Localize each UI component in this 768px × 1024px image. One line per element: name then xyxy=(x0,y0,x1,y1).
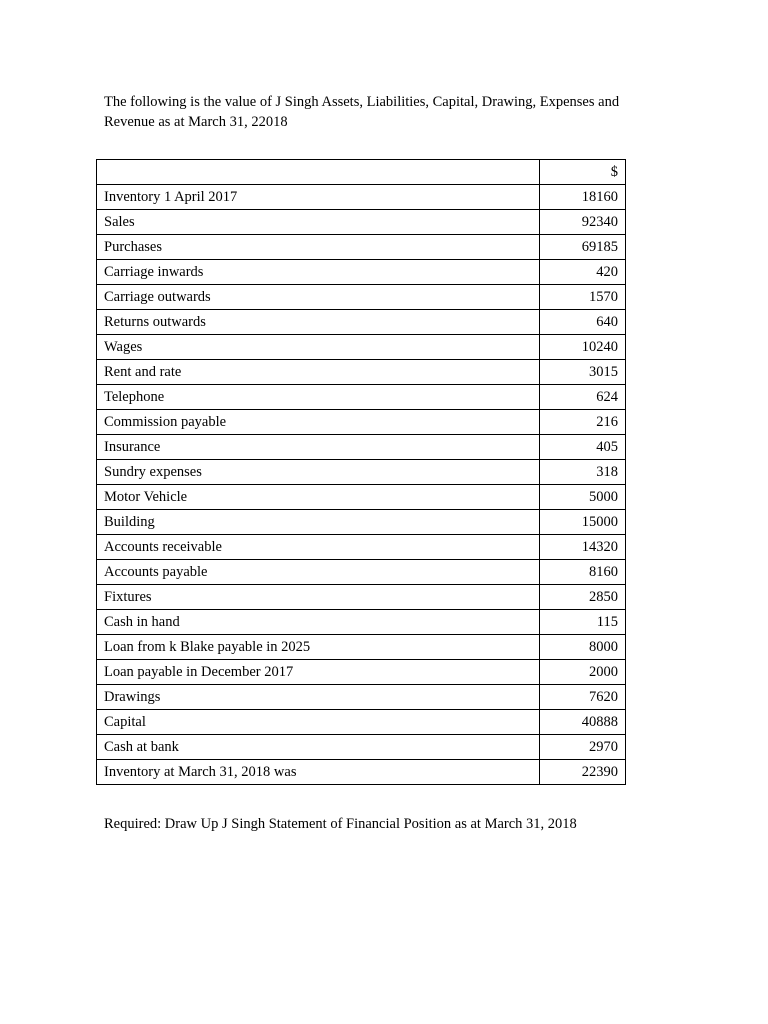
row-value-cell: 2850 xyxy=(540,585,626,610)
row-label-cell: Carriage outwards xyxy=(97,285,540,310)
row-value-cell: 14320 xyxy=(540,535,626,560)
table-row xyxy=(97,185,626,210)
row-label-cell: Telephone xyxy=(97,385,540,410)
row-label-cell: Drawings xyxy=(97,685,540,710)
row-value-cell: 22390 xyxy=(540,760,626,785)
row-label-cell: Loan payable in December 2017 xyxy=(97,660,540,685)
row-label-cell: Purchases xyxy=(97,235,540,260)
table-row xyxy=(97,410,626,435)
row-value-cell: 92340 xyxy=(540,210,626,235)
balances-table-body xyxy=(97,160,626,785)
row-value-cell: 216 xyxy=(540,410,626,435)
row-label-cell: Wages xyxy=(97,335,540,360)
table-row xyxy=(97,310,626,335)
row-label-cell: Loan from k Blake payable in 2025 xyxy=(97,635,540,660)
row-value-cell: 640 xyxy=(540,310,626,335)
table-row xyxy=(97,635,626,660)
table-row xyxy=(97,285,626,310)
table-row xyxy=(97,360,626,385)
row-value-cell: 18160 xyxy=(540,185,626,210)
header-label-cell xyxy=(97,160,540,185)
row-label-cell: Carriage inwards xyxy=(97,260,540,285)
row-label-cell: Fixtures xyxy=(97,585,540,610)
table-row xyxy=(97,235,626,260)
row-label-cell: Insurance xyxy=(97,435,540,460)
row-value-cell: 420 xyxy=(540,260,626,285)
row-label-cell: Inventory at March 31, 2018 was xyxy=(97,760,540,785)
row-label-cell: Accounts receivable xyxy=(97,535,540,560)
table-row xyxy=(97,335,626,360)
intro-paragraph: The following is the value of J Singh Assets, Liabilities, Capital, Drawing, Expenses and Revenue as at March 31, 22018 xyxy=(104,94,620,130)
table-row xyxy=(97,610,626,635)
table-row xyxy=(97,710,626,735)
row-label-cell: Sundry expenses xyxy=(97,460,540,485)
row-label-cell: Rent and rate xyxy=(97,360,540,385)
row-value-cell: 1570 xyxy=(540,285,626,310)
row-value-cell: 8160 xyxy=(540,560,626,585)
table-header-row xyxy=(97,160,626,185)
row-value-cell: 5000 xyxy=(540,485,626,510)
table-row xyxy=(97,685,626,710)
table-row xyxy=(97,210,626,235)
table-row xyxy=(97,460,626,485)
row-value-cell: 405 xyxy=(540,435,626,460)
row-value-cell: 624 xyxy=(540,385,626,410)
row-label-cell: Accounts payable xyxy=(97,560,540,585)
row-label-cell: Returns outwards xyxy=(97,310,540,335)
table-row xyxy=(97,735,626,760)
row-value-cell: 2970 xyxy=(540,735,626,760)
row-label-cell: Capital xyxy=(97,710,540,735)
row-value-cell: 10240 xyxy=(540,335,626,360)
row-value-cell: 69185 xyxy=(540,235,626,260)
table-row xyxy=(97,435,626,460)
row-label-cell: Inventory 1 April 2017 xyxy=(97,185,540,210)
header-currency-cell: $ xyxy=(540,160,626,185)
row-label-cell: Cash in hand xyxy=(97,610,540,635)
table-row xyxy=(97,585,626,610)
row-value-cell: 8000 xyxy=(540,635,626,660)
row-label-cell: Building xyxy=(97,510,540,535)
row-label-cell: Motor Vehicle xyxy=(97,485,540,510)
table-row xyxy=(97,760,626,785)
table-row xyxy=(97,485,626,510)
table-row xyxy=(97,535,626,560)
table-row xyxy=(97,510,626,535)
row-value-cell: 40888 xyxy=(540,710,626,735)
table-row xyxy=(97,560,626,585)
table-row xyxy=(97,260,626,285)
row-value-cell: 115 xyxy=(540,610,626,635)
row-value-cell: 3015 xyxy=(540,360,626,385)
balances-table xyxy=(96,159,626,785)
row-value-cell: 7620 xyxy=(540,685,626,710)
row-label-cell: Cash at bank xyxy=(97,735,540,760)
row-value-cell: 2000 xyxy=(540,660,626,685)
required-instruction: Required: Draw Up J Singh Statement of Financial Position as at March 31, 2018 xyxy=(104,816,577,832)
row-value-cell: 318 xyxy=(540,460,626,485)
row-label-cell: Sales xyxy=(97,210,540,235)
row-label-cell: Commission payable xyxy=(97,410,540,435)
table-row xyxy=(97,385,626,410)
table-row xyxy=(97,660,626,685)
row-value-cell: 15000 xyxy=(540,510,626,535)
